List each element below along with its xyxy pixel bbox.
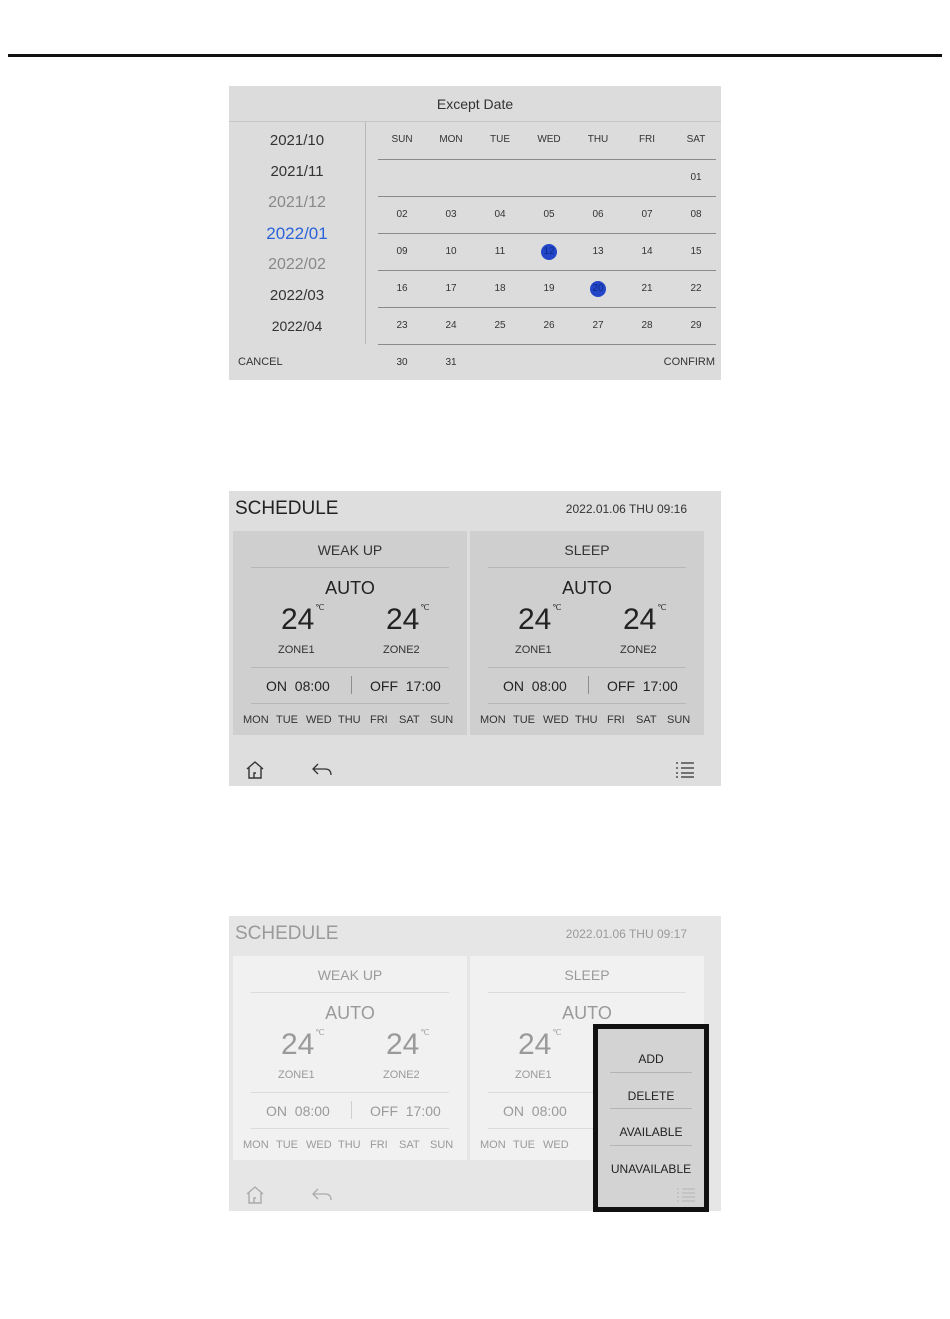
schedule-name: SLEEP [564, 967, 610, 983]
divider [251, 703, 449, 704]
month-item[interactable]: 2021/11 [270, 163, 324, 180]
calendar-day[interactable]: 14 [641, 246, 653, 257]
calendar-day-cell[interactable] [525, 246, 573, 260]
menu-panel [598, 1029, 704, 1207]
datetime-display: 2022.01.06 THU 09:16 [565, 502, 687, 516]
calendar-day[interactable]: 28 [641, 320, 653, 331]
separator [588, 676, 589, 694]
calendar-day[interactable]: 13 [592, 246, 604, 257]
month-item[interactable]: 2022/04 [271, 318, 323, 334]
zone1-label: ZONE1 [278, 644, 315, 656]
menu-divider [610, 1145, 692, 1146]
month-item[interactable]: 2021/12 [268, 194, 326, 211]
zone2-label: ZONE2 [383, 644, 420, 656]
calendar-week-row [378, 307, 716, 345]
on-time: ON 08:00 [503, 678, 567, 694]
calendar-day[interactable]: 31 [445, 357, 457, 368]
bottom-nav-bar [229, 751, 721, 786]
off-time: OFF 17:00 [370, 678, 441, 694]
zone1-label: ZONE1 [278, 1069, 315, 1081]
day-label: MON [480, 714, 506, 726]
weekday-label: MON [439, 134, 463, 145]
divider [488, 703, 686, 704]
zone1-temperature: 24℃ [281, 1028, 325, 1061]
month-picker[interactable] [229, 122, 366, 344]
calendar-week-row [378, 233, 716, 271]
menu-divider [610, 1108, 692, 1109]
menu-item-unavailable[interactable]: UNAVAILABLE [610, 1162, 692, 1176]
weekday-header [378, 122, 716, 159]
page-title: SCHEDULE [235, 923, 339, 944]
day-label: SAT [636, 714, 657, 726]
home-icon[interactable] [245, 1185, 265, 1205]
on-time: ON 08:00 [503, 1103, 567, 1119]
day-label: FRI [370, 714, 388, 726]
month-item[interactable]: 2022/03 [269, 287, 325, 304]
zone2-label: ZONE2 [383, 1069, 420, 1081]
divider [488, 567, 686, 568]
schedule-screen [229, 491, 721, 786]
calendar-day[interactable]: 21 [641, 283, 653, 294]
zone2-label: ZONE2 [620, 644, 657, 656]
day-label: SUN [430, 714, 454, 726]
home-icon[interactable] [245, 760, 265, 780]
separator [351, 676, 352, 694]
calendar-day[interactable]: 25 [494, 320, 506, 331]
weekday-label: FRI [638, 134, 656, 145]
calendar-day[interactable]: 04 [494, 209, 506, 220]
zone2-temperature: 24℃ [386, 603, 430, 636]
weekday-label: THU [587, 134, 609, 145]
schedule-name: SLEEP [564, 542, 610, 558]
mode-label: AUTO [562, 1003, 612, 1023]
schedule-name: WEAK UP [317, 542, 383, 558]
divider [251, 667, 449, 668]
divider [251, 992, 449, 993]
zone1-temperature: 24℃ [518, 603, 562, 636]
day-label: SUN [667, 714, 691, 726]
schedule-options-menu [593, 1024, 709, 1212]
menu-icon[interactable] [676, 1187, 696, 1203]
month-item[interactable]: 2021/10 [269, 132, 325, 149]
day-label: MON [243, 714, 269, 726]
zone1-temperature: 24℃ [281, 603, 325, 636]
menu-item-add[interactable]: ADD [638, 1052, 664, 1066]
calendar-day[interactable]: 26 [543, 320, 555, 331]
day-label: WED [306, 1139, 332, 1151]
day-label: TUE [513, 1139, 535, 1151]
calendar-day[interactable]: 22 [690, 283, 702, 294]
calendar-day[interactable]: 16 [396, 283, 408, 294]
day-label: SAT [399, 714, 420, 726]
divider [251, 1092, 449, 1093]
confirm-button[interactable]: CONFIRM [663, 356, 715, 368]
dialog-title: Except Date [229, 86, 721, 122]
mode-label: AUTO [325, 1003, 375, 1023]
divider [251, 567, 449, 568]
menu-item-available[interactable]: AVAILABLE [619, 1125, 683, 1139]
calendar-day[interactable]: 10 [445, 246, 457, 257]
day-label: WED [543, 714, 569, 726]
schedule-card-wake-up [233, 956, 467, 1160]
on-time: ON 08:00 [266, 1103, 330, 1119]
calendar-day[interactable]: 06 [592, 209, 604, 220]
schedule-name: WEAK UP [317, 967, 383, 983]
divider [488, 667, 686, 668]
day-label: THU [338, 1139, 361, 1151]
cancel-button[interactable]: CANCEL [238, 356, 283, 368]
zone1-temperature: 24℃ [518, 1028, 562, 1061]
calendar-day[interactable]: 01 [690, 172, 702, 183]
off-time: OFF 17:00 [370, 1103, 441, 1119]
day-label: SUN [430, 1139, 454, 1151]
calendar-day[interactable]: 27 [592, 320, 604, 331]
calendar-day[interactable]: 23 [396, 320, 408, 331]
on-time: ON 08:00 [266, 678, 330, 694]
weekday-label: SAT [686, 134, 706, 145]
schedule-card-sleep[interactable] [470, 531, 704, 735]
zone1-label: ZONE1 [515, 1069, 552, 1081]
separator [351, 1101, 352, 1119]
calendar-day[interactable]: 18 [494, 283, 506, 294]
calendar-day[interactable]: 29 [690, 320, 702, 331]
calendar-day[interactable]: 11 [494, 246, 506, 257]
month-item[interactable]: 2022/02 [268, 256, 326, 273]
calendar-day[interactable]: 15 [690, 246, 702, 257]
calendar-week-row [378, 270, 716, 308]
calendar-day[interactable]: 05 [543, 209, 555, 220]
day-label: THU [338, 714, 361, 726]
calendar-day[interactable]: 07 [641, 209, 653, 220]
calendar-day[interactable]: 17 [445, 283, 457, 294]
off-time: OFF 17:00 [607, 678, 678, 694]
divider [488, 992, 686, 993]
weekday-label: WED [537, 134, 561, 145]
calendar-day-selected[interactable]: 12 [541, 244, 557, 260]
calendar-grid [366, 122, 721, 380]
page-header-rule [8, 54, 942, 57]
day-label: SAT [399, 1139, 420, 1151]
day-label: MON [243, 1139, 269, 1151]
calendar-day[interactable]: 30 [396, 357, 408, 368]
day-label: FRI [370, 1139, 388, 1151]
day-label: THU [575, 714, 598, 726]
page-title: SCHEDULE [235, 498, 339, 519]
calendar-day-selected[interactable]: 20 [590, 281, 606, 297]
datetime-display: 2022.01.06 THU 09:17 [565, 927, 687, 941]
calendar-day[interactable]: 03 [445, 209, 457, 220]
month-item-selected[interactable]: 2022/01 [266, 224, 328, 243]
day-label: WED [306, 714, 332, 726]
weekday-label: TUE [490, 134, 510, 145]
mode-label: AUTO [325, 578, 375, 598]
back-icon[interactable] [311, 761, 333, 779]
weekday-label: SUN [391, 134, 413, 145]
calendar-week-row [378, 196, 716, 234]
day-label: TUE [276, 714, 298, 726]
divider [251, 1128, 449, 1129]
back-icon[interactable] [311, 1186, 333, 1204]
calendar-day[interactable]: 24 [445, 320, 457, 331]
menu-divider [610, 1072, 692, 1073]
zone2-temperature: 24℃ [386, 1028, 430, 1061]
zone2-temperature: 24℃ [623, 603, 667, 636]
menu-item-delete[interactable]: DELETE [627, 1089, 675, 1103]
calendar-day[interactable]: 09 [396, 246, 408, 257]
calendar-day[interactable]: 08 [690, 209, 702, 220]
calendar-day[interactable]: 19 [543, 283, 555, 294]
except-date-dialog [229, 86, 721, 380]
calendar-week-row [378, 159, 716, 197]
schedule-card-wake-up[interactable] [233, 531, 467, 735]
mode-label: AUTO [562, 578, 612, 598]
day-label: FRI [607, 714, 625, 726]
menu-icon[interactable] [675, 761, 695, 779]
day-label: WED [543, 1139, 569, 1151]
day-label: MON [480, 1139, 506, 1151]
calendar-day[interactable]: 02 [396, 209, 408, 220]
day-label: TUE [276, 1139, 298, 1151]
calendar-day-cell[interactable] [574, 283, 622, 297]
day-label: TUE [513, 714, 535, 726]
zone1-label: ZONE1 [515, 644, 552, 656]
